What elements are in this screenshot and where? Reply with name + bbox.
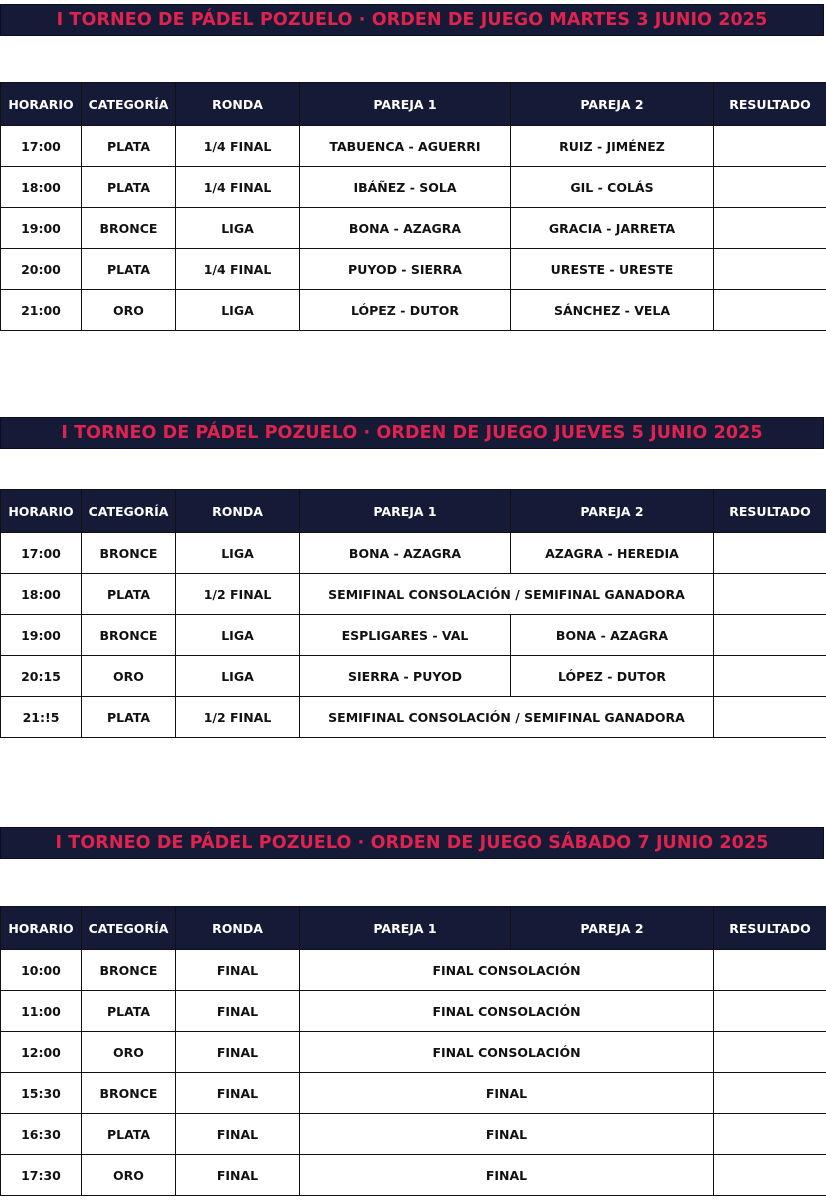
day2-title-bar [0, 417, 824, 449]
pair2-cell: AZAGRA - HEREDIA [511, 533, 714, 574]
day1-schedule-table [0, 82, 826, 331]
day3-schedule-table [0, 906, 826, 1196]
category-cell: BRONCE [82, 950, 176, 991]
pair1-cell: IBÁÑEZ - SOLA [300, 167, 511, 208]
round-cell: LIGA [176, 656, 300, 697]
round-cell: LIGA [176, 533, 300, 574]
table-row [1, 950, 826, 991]
header-categoria: CATEGORÍA [82, 490, 176, 533]
result-cell [714, 1073, 826, 1114]
category-cell: PLATA [82, 167, 176, 208]
table-row [1, 290, 826, 331]
table-header-row [1, 83, 826, 126]
result-cell [714, 1114, 826, 1155]
round-cell: FINAL [176, 1073, 300, 1114]
header-pareja2: PAREJA 2 [511, 907, 714, 950]
table-row [1, 1114, 826, 1155]
time-cell: 17:30 [1, 1155, 82, 1196]
header-resultado: RESULTADO [714, 490, 826, 533]
round-cell: LIGA [176, 208, 300, 249]
category-cell: ORO [82, 1032, 176, 1073]
header-horario: HORARIO [1, 907, 82, 950]
result-cell [714, 167, 826, 208]
category-cell: ORO [82, 290, 176, 331]
day2-title: I TORNEO DE PÁDEL POZUELO · ORDEN DE JUEGO JUEVES 5 JUNIO 2025 [61, 423, 763, 443]
pair1-cell: SIERRA - PUYOD [300, 656, 511, 697]
round-cell: LIGA [176, 290, 300, 331]
round-cell: LIGA [176, 615, 300, 656]
time-cell: 17:00 [1, 126, 82, 167]
result-cell [714, 656, 826, 697]
pair2-cell: GRACIA - JARRETA [511, 208, 714, 249]
result-cell [714, 290, 826, 331]
time-cell: 20:15 [1, 656, 82, 697]
time-cell: 21:00 [1, 290, 82, 331]
table-row [1, 574, 826, 615]
table-row [1, 533, 826, 574]
time-cell: 19:00 [1, 208, 82, 249]
pair2-cell: BONA - AZAGRA [511, 615, 714, 656]
round-cell: FINAL [176, 1114, 300, 1155]
table-row [1, 697, 826, 738]
pair1-cell: BONA - AZAGRA [300, 208, 511, 249]
time-cell: 18:00 [1, 574, 82, 615]
header-resultado: RESULTADO [714, 83, 826, 126]
time-cell: 15:30 [1, 1073, 82, 1114]
category-cell: ORO [82, 1155, 176, 1196]
table-row [1, 1032, 826, 1073]
match-cell: FINAL CONSOLACIÓN [300, 1032, 714, 1073]
pair2-cell: LÓPEZ - DUTOR [511, 656, 714, 697]
table-row [1, 615, 826, 656]
time-cell: 19:00 [1, 615, 82, 656]
result-cell [714, 950, 826, 991]
pair2-cell: GIL - COLÁS [511, 167, 714, 208]
table-row [1, 126, 826, 167]
category-cell: BRONCE [82, 615, 176, 656]
table-row [1, 249, 826, 290]
table-header-row [1, 490, 826, 533]
result-cell [714, 533, 826, 574]
table-row [1, 656, 826, 697]
round-cell: FINAL [176, 1032, 300, 1073]
category-cell: PLATA [82, 249, 176, 290]
result-cell [714, 1032, 826, 1073]
time-cell: 21:!5 [1, 697, 82, 738]
time-cell: 16:30 [1, 1114, 82, 1155]
table-header-row [1, 907, 826, 950]
category-cell: PLATA [82, 697, 176, 738]
category-cell: BRONCE [82, 208, 176, 249]
category-cell: ORO [82, 656, 176, 697]
day3-title-bar [0, 827, 824, 859]
round-cell: 1/2 FINAL [176, 574, 300, 615]
day3-title: I TORNEO DE PÁDEL POZUELO · ORDEN DE JUEGO SÁBADO 7 JUNIO 2025 [55, 833, 769, 853]
header-resultado: RESULTADO [714, 907, 826, 950]
header-horario: HORARIO [1, 83, 82, 126]
time-cell: 18:00 [1, 167, 82, 208]
category-cell: BRONCE [82, 533, 176, 574]
result-cell [714, 991, 826, 1032]
match-cell: FINAL [300, 1155, 714, 1196]
header-pareja1: PAREJA 1 [300, 490, 511, 533]
time-cell: 20:00 [1, 249, 82, 290]
header-categoria: CATEGORÍA [82, 83, 176, 126]
result-cell [714, 249, 826, 290]
match-cell: FINAL CONSOLACIÓN [300, 950, 714, 991]
header-horario: HORARIO [1, 490, 82, 533]
round-cell: 1/4 FINAL [176, 126, 300, 167]
table-row [1, 991, 826, 1032]
result-cell [714, 615, 826, 656]
pair2-cell: URESTE - URESTE [511, 249, 714, 290]
time-cell: 11:00 [1, 991, 82, 1032]
round-cell: FINAL [176, 991, 300, 1032]
match-cell: FINAL [300, 1073, 714, 1114]
table-row [1, 208, 826, 249]
result-cell [714, 574, 826, 615]
category-cell: PLATA [82, 991, 176, 1032]
match-cell: SEMIFINAL CONSOLACIÓN / SEMIFINAL GANADORA [300, 697, 714, 738]
category-cell: PLATA [82, 574, 176, 615]
header-ronda: RONDA [176, 490, 300, 533]
round-cell: FINAL [176, 950, 300, 991]
time-cell: 10:00 [1, 950, 82, 991]
pair1-cell: BONA - AZAGRA [300, 533, 511, 574]
table-row [1, 1073, 826, 1114]
result-cell [714, 126, 826, 167]
match-cell: FINAL CONSOLACIÓN [300, 991, 714, 1032]
pair2-cell: RUIZ - JIMÉNEZ [511, 126, 714, 167]
header-categoria: CATEGORÍA [82, 907, 176, 950]
pair1-cell: TABUENCA - AGUERRI [300, 126, 511, 167]
round-cell: 1/2 FINAL [176, 697, 300, 738]
time-cell: 12:00 [1, 1032, 82, 1073]
match-cell: FINAL [300, 1114, 714, 1155]
time-cell: 17:00 [1, 533, 82, 574]
result-cell [714, 697, 826, 738]
header-pareja2: PAREJA 2 [511, 490, 714, 533]
round-cell: 1/4 FINAL [176, 249, 300, 290]
category-cell: BRONCE [82, 1073, 176, 1114]
header-pareja1: PAREJA 1 [300, 83, 511, 126]
result-cell [714, 1155, 826, 1196]
header-ronda: RONDA [176, 83, 300, 126]
day1-title-bar [0, 4, 824, 36]
table-row [1, 167, 826, 208]
pair1-cell: LÓPEZ - DUTOR [300, 290, 511, 331]
day1-title: I TORNEO DE PÁDEL POZUELO · ORDEN DE JUEGO MARTES 3 JUNIO 2025 [56, 10, 768, 30]
pair2-cell: SÁNCHEZ - VELA [511, 290, 714, 331]
match-cell: SEMIFINAL CONSOLACIÓN / SEMIFINAL GANADORA [300, 574, 714, 615]
day2-schedule-table [0, 489, 826, 738]
header-pareja1: PAREJA 1 [300, 907, 511, 950]
round-cell: FINAL [176, 1155, 300, 1196]
pair1-cell: PUYOD - SIERRA [300, 249, 511, 290]
result-cell [714, 208, 826, 249]
category-cell: PLATA [82, 1114, 176, 1155]
header-ronda: RONDA [176, 907, 300, 950]
pair1-cell: ESPLIGARES - VAL [300, 615, 511, 656]
round-cell: 1/4 FINAL [176, 167, 300, 208]
header-pareja2: PAREJA 2 [511, 83, 714, 126]
category-cell: PLATA [82, 126, 176, 167]
table-row [1, 1155, 826, 1196]
